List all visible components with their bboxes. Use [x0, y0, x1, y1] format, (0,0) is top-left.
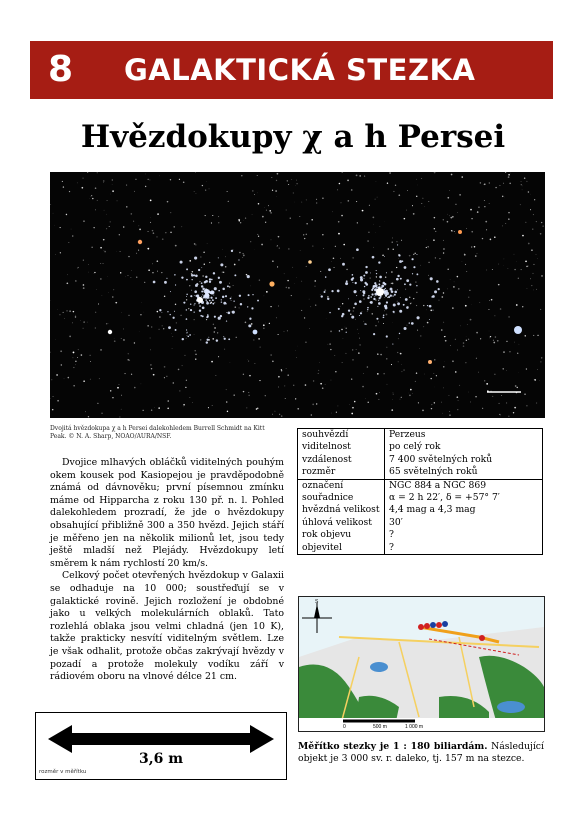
info-row [298, 492, 543, 504]
info-key: souhvězdí [298, 429, 385, 442]
trail-map [298, 596, 545, 732]
star-cluster-photo [50, 172, 545, 418]
info-row [298, 504, 543, 516]
map-scale-500: 500 m [373, 724, 387, 730]
svg-text:S: S [315, 599, 319, 605]
scale-bar-note: rozměr v měřítku [39, 769, 87, 775]
info-key: rozměr [298, 466, 385, 479]
info-table [297, 428, 543, 555]
map-caption-bold: Měřítko stezky je 1 : 180 biliardám. [298, 741, 488, 752]
info-key: označení [298, 479, 385, 492]
info-row [298, 429, 543, 442]
info-row [298, 529, 543, 541]
section-title: GALAKTICKÁ STEZKA [124, 53, 476, 87]
section-number: 8 [48, 49, 74, 90]
paragraph: Celkový počet otevřených hvězdokup v Galaxii se odhaduje na 10 000; soustřeďují se v galaktické rovině. Jejich rozložení je obdobné jako u velkých molekulárních oblaků. Tato rozlehlá oblaka jsou velmi chladná (jen 10 K), takže prakticky nesvítí viditelným světlem. Lze je však odhalit, protože občas zakrývají hvězdy v pozadí a protože molekuly vodíku září v rádiovém oboru na vlnové délce 21 cm. [50, 570, 284, 683]
map-caption-rest: Následující objekt je 3 000 sv. r. daleko, tj. 157 m na stezce. [298, 741, 544, 765]
info-value: 65 světelných roků [389, 466, 478, 478]
map-caption [298, 741, 544, 765]
page-title: Hvězdokupy χ a h Persei [80, 119, 506, 155]
info-value: NGC 884 a NGC 869 [385, 479, 543, 492]
info-row [298, 479, 543, 492]
section-banner [30, 41, 553, 99]
info-value: α = 2 h 22′, δ = +57° 7′ [389, 492, 500, 504]
double-arrow-icon [36, 713, 286, 753]
article-text [50, 457, 284, 684]
info-value: Perzeus [389, 429, 426, 440]
info-key: rok objevu [298, 529, 385, 541]
info-key: viditelnost [298, 441, 385, 453]
info-row [298, 441, 543, 453]
info-value: 4,4 mag a 4,3 mag [389, 504, 476, 516]
info-value: 7 400 světelných roků [389, 453, 493, 465]
scale-bar-label: 3,6 m [138, 751, 184, 767]
info-key: hvězdná velikost [298, 504, 385, 516]
info-value: po celý rok [389, 441, 441, 453]
info-value: 30′ [389, 516, 403, 528]
paragraph: Dvojice mlhavých obláčků viditelných pouhým okem kousek pod Kasiopejou je pravděpodobně známá od dávnověku; první písemnou zmínku máme od Hipparcha z roku 130 př. n. l. Pohled dalekohledem prozradí, že jde o hvězdokupy obsahující přibližně 300 a 350 hvězd. Jejich stáří je měřeno jen na několik milionů let, jsou tedy ještě mladší než Plejády. Hvězdokupy letí směrem k nám rychlostí 20 km/s. [50, 457, 284, 569]
info-key: úhlová velikost [298, 517, 385, 529]
photo-caption: Dvojitá hvězdokupa χ a h Persei dalekohledem Burrell Schmidt na Kitt Peak. © N. A. Sharp, NOAO/AURA/NSF. [50, 425, 265, 440]
info-key: objevitel [298, 542, 385, 555]
info-key: vzdálenost [298, 454, 385, 466]
scale-bar-box [35, 712, 287, 780]
info-key: souřadnice [298, 492, 385, 504]
info-row [298, 542, 543, 555]
info-row [298, 517, 543, 529]
info-value: ? [389, 529, 394, 541]
info-row [298, 454, 543, 466]
map-scale-0: 0 [343, 724, 346, 730]
info-value: ? [389, 541, 394, 553]
map-scale-1000: 1 000 m [405, 724, 424, 730]
info-row [298, 466, 543, 479]
